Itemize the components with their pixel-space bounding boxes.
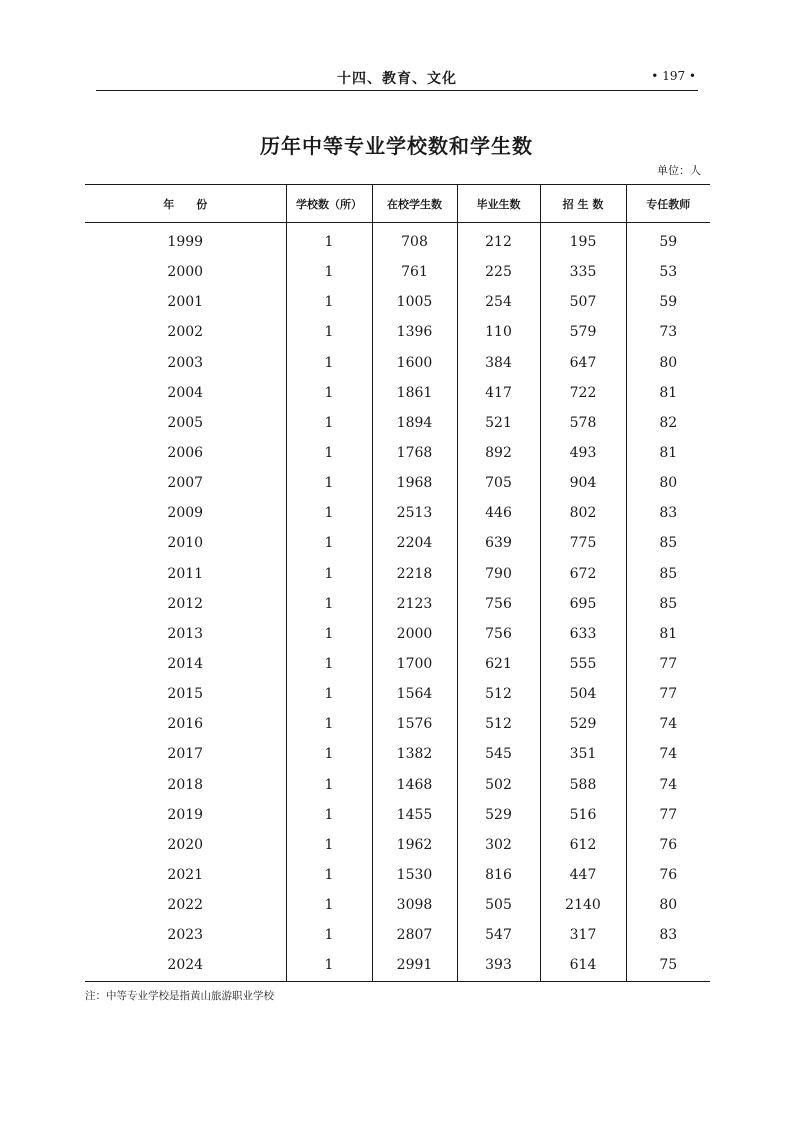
cell-schools: 1 bbox=[286, 287, 372, 317]
cell-schools: 1 bbox=[286, 468, 372, 498]
cell-year: 2006 bbox=[167, 445, 204, 462]
table-row bbox=[85, 287, 710, 317]
cell-year: 2002 bbox=[167, 324, 204, 341]
cell-schools: 1 bbox=[286, 920, 372, 950]
cell-admissions: 614 bbox=[540, 950, 626, 981]
table-row bbox=[85, 890, 710, 920]
cell-schools: 1 bbox=[286, 528, 372, 558]
cell-enrolled: 2991 bbox=[372, 950, 457, 981]
cell-teachers: 85 bbox=[626, 528, 710, 558]
table-row bbox=[85, 860, 710, 890]
table-row bbox=[85, 709, 710, 739]
cell-enrolled: 708 bbox=[372, 223, 457, 258]
cell-enrolled: 2204 bbox=[372, 528, 457, 558]
table-row bbox=[85, 559, 710, 589]
cell-year: 2012 bbox=[167, 595, 204, 612]
cell-teachers: 80 bbox=[626, 890, 710, 920]
cell-year: 2004 bbox=[167, 384, 204, 401]
cell-graduates: 110 bbox=[457, 317, 540, 347]
cell-teachers: 73 bbox=[626, 317, 710, 347]
cell-graduates: 254 bbox=[457, 287, 540, 317]
cell-graduates: 512 bbox=[457, 709, 540, 739]
column-header-graduates: 毕业生数 bbox=[457, 185, 540, 223]
section-title: 十四、教育、文化 bbox=[337, 71, 457, 87]
cell-year: 2009 bbox=[167, 505, 204, 522]
cell-enrolled: 1382 bbox=[372, 739, 457, 769]
cell-teachers: 81 bbox=[626, 619, 710, 649]
cell-enrolled: 1962 bbox=[372, 830, 457, 860]
cell-teachers: 80 bbox=[626, 348, 710, 378]
cell-teachers: 83 bbox=[626, 498, 710, 528]
cell-enrolled: 1968 bbox=[372, 468, 457, 498]
cell-enrolled: 1600 bbox=[372, 348, 457, 378]
cell-enrolled: 1530 bbox=[372, 860, 457, 890]
cell-teachers: 77 bbox=[626, 800, 710, 830]
table-row bbox=[85, 679, 710, 709]
page-header bbox=[96, 66, 698, 91]
cell-admissions: 504 bbox=[540, 679, 626, 709]
cell-schools: 1 bbox=[286, 950, 372, 981]
cell-year: 2024 bbox=[167, 957, 204, 974]
table-row bbox=[85, 223, 710, 258]
cell-graduates: 790 bbox=[457, 559, 540, 589]
column-header-teachers: 专任教师 bbox=[626, 185, 710, 223]
cell-graduates: 756 bbox=[457, 619, 540, 649]
cell-year: 2019 bbox=[167, 806, 204, 823]
cell-schools: 1 bbox=[286, 559, 372, 589]
cell-graduates: 816 bbox=[457, 860, 540, 890]
cell-admissions: 529 bbox=[540, 709, 626, 739]
cell-enrolled: 2513 bbox=[372, 498, 457, 528]
cell-graduates: 705 bbox=[457, 468, 540, 498]
cell-year: 2018 bbox=[167, 776, 204, 793]
table-row bbox=[85, 830, 710, 860]
cell-year: 1999 bbox=[167, 234, 204, 251]
cell-schools: 1 bbox=[286, 348, 372, 378]
cell-admissions: 2140 bbox=[540, 890, 626, 920]
cell-year: 2010 bbox=[167, 535, 204, 552]
cell-graduates: 547 bbox=[457, 920, 540, 950]
cell-teachers: 77 bbox=[626, 649, 710, 679]
cell-enrolled: 2123 bbox=[372, 589, 457, 619]
cell-teachers: 82 bbox=[626, 408, 710, 438]
cell-teachers: 59 bbox=[626, 223, 710, 258]
cell-admissions: 775 bbox=[540, 528, 626, 558]
cell-admissions: 351 bbox=[540, 739, 626, 769]
data-table bbox=[85, 184, 710, 982]
cell-schools: 1 bbox=[286, 438, 372, 468]
cell-teachers: 76 bbox=[626, 860, 710, 890]
cell-schools: 1 bbox=[286, 739, 372, 769]
table-row bbox=[85, 619, 710, 649]
table-body bbox=[85, 223, 710, 982]
table-row bbox=[85, 589, 710, 619]
cell-graduates: 521 bbox=[457, 408, 540, 438]
cell-schools: 1 bbox=[286, 709, 372, 739]
table-title: 历年中等专业学校数和学生数 bbox=[260, 134, 533, 158]
cell-admissions: 612 bbox=[540, 830, 626, 860]
unit-label: 单位：人 bbox=[657, 164, 701, 177]
cell-graduates: 756 bbox=[457, 589, 540, 619]
cell-enrolled: 2807 bbox=[372, 920, 457, 950]
cell-enrolled: 1564 bbox=[372, 679, 457, 709]
cell-year: 2014 bbox=[167, 656, 204, 673]
cell-enrolled: 1894 bbox=[372, 408, 457, 438]
cell-admissions: 516 bbox=[540, 800, 626, 830]
table-row bbox=[85, 649, 710, 679]
cell-teachers: 85 bbox=[626, 589, 710, 619]
cell-graduates: 212 bbox=[457, 223, 540, 258]
cell-graduates: 529 bbox=[457, 800, 540, 830]
cell-enrolled: 1468 bbox=[372, 770, 457, 800]
cell-enrolled: 3098 bbox=[372, 890, 457, 920]
table-header-row bbox=[85, 185, 710, 223]
cell-year: 2013 bbox=[167, 625, 204, 642]
cell-teachers: 83 bbox=[626, 920, 710, 950]
cell-graduates: 446 bbox=[457, 498, 540, 528]
table-row bbox=[85, 378, 710, 408]
cell-graduates: 502 bbox=[457, 770, 540, 800]
cell-schools: 1 bbox=[286, 890, 372, 920]
column-header-year: 年 份 bbox=[85, 185, 286, 223]
cell-enrolled: 1576 bbox=[372, 709, 457, 739]
cell-year: 2011 bbox=[167, 565, 204, 582]
cell-admissions: 904 bbox=[540, 468, 626, 498]
cell-schools: 1 bbox=[286, 770, 372, 800]
cell-year: 2000 bbox=[167, 264, 204, 281]
cell-enrolled: 1861 bbox=[372, 378, 457, 408]
cell-admissions: 195 bbox=[540, 223, 626, 258]
cell-schools: 1 bbox=[286, 619, 372, 649]
cell-graduates: 545 bbox=[457, 739, 540, 769]
cell-enrolled: 1005 bbox=[372, 287, 457, 317]
cell-schools: 1 bbox=[286, 223, 372, 258]
cell-graduates: 505 bbox=[457, 890, 540, 920]
cell-schools: 1 bbox=[286, 378, 372, 408]
cell-teachers: 75 bbox=[626, 950, 710, 981]
cell-teachers: 74 bbox=[626, 739, 710, 769]
cell-graduates: 302 bbox=[457, 830, 540, 860]
cell-graduates: 621 bbox=[457, 649, 540, 679]
cell-year: 2015 bbox=[167, 686, 204, 703]
table-row bbox=[85, 950, 710, 981]
cell-admissions: 802 bbox=[540, 498, 626, 528]
column-header-enrolled: 在校学生数 bbox=[372, 185, 457, 223]
cell-schools: 1 bbox=[286, 498, 372, 528]
cell-year: 2021 bbox=[167, 867, 204, 884]
cell-graduates: 417 bbox=[457, 378, 540, 408]
table-row bbox=[85, 800, 710, 830]
cell-teachers: 74 bbox=[626, 770, 710, 800]
table-row bbox=[85, 348, 710, 378]
cell-admissions: 317 bbox=[540, 920, 626, 950]
cell-teachers: 53 bbox=[626, 257, 710, 287]
cell-year: 2003 bbox=[167, 354, 204, 371]
cell-teachers: 76 bbox=[626, 830, 710, 860]
cell-admissions: 633 bbox=[540, 619, 626, 649]
cell-graduates: 892 bbox=[457, 438, 540, 468]
cell-admissions: 507 bbox=[540, 287, 626, 317]
cell-admissions: 555 bbox=[540, 649, 626, 679]
cell-graduates: 393 bbox=[457, 950, 540, 981]
table-row bbox=[85, 528, 710, 558]
cell-enrolled: 1455 bbox=[372, 800, 457, 830]
cell-admissions: 722 bbox=[540, 378, 626, 408]
table-row bbox=[85, 468, 710, 498]
cell-schools: 1 bbox=[286, 800, 372, 830]
page-number: • 197 • bbox=[651, 69, 696, 83]
table-row bbox=[85, 920, 710, 950]
cell-year: 2017 bbox=[167, 746, 204, 763]
cell-schools: 1 bbox=[286, 408, 372, 438]
cell-year: 2007 bbox=[167, 475, 204, 492]
table-row bbox=[85, 739, 710, 769]
column-header-admissions: 招 生 数 bbox=[540, 185, 626, 223]
cell-year: 2022 bbox=[167, 897, 204, 914]
cell-teachers: 77 bbox=[626, 679, 710, 709]
cell-admissions: 672 bbox=[540, 559, 626, 589]
cell-admissions: 647 bbox=[540, 348, 626, 378]
table-row bbox=[85, 498, 710, 528]
cell-enrolled: 1396 bbox=[372, 317, 457, 347]
column-header-schools: 学校数（所） bbox=[286, 185, 372, 223]
cell-teachers: 59 bbox=[626, 287, 710, 317]
cell-admissions: 335 bbox=[540, 257, 626, 287]
cell-teachers: 81 bbox=[626, 438, 710, 468]
cell-year: 2005 bbox=[167, 414, 204, 431]
cell-year: 2016 bbox=[167, 716, 204, 733]
cell-teachers: 80 bbox=[626, 468, 710, 498]
cell-admissions: 447 bbox=[540, 860, 626, 890]
cell-teachers: 85 bbox=[626, 559, 710, 589]
cell-enrolled: 1768 bbox=[372, 438, 457, 468]
cell-teachers: 74 bbox=[626, 709, 710, 739]
cell-enrolled: 761 bbox=[372, 257, 457, 287]
cell-schools: 1 bbox=[286, 257, 372, 287]
footnote: 注：中等专业学校是指黄山旅游职业学校 bbox=[85, 990, 274, 1002]
cell-enrolled: 2000 bbox=[372, 619, 457, 649]
cell-year: 2001 bbox=[167, 294, 204, 311]
cell-graduates: 384 bbox=[457, 348, 540, 378]
table-row bbox=[85, 438, 710, 468]
cell-schools: 1 bbox=[286, 649, 372, 679]
cell-admissions: 695 bbox=[540, 589, 626, 619]
cell-graduates: 225 bbox=[457, 257, 540, 287]
cell-graduates: 639 bbox=[457, 528, 540, 558]
cell-enrolled: 2218 bbox=[372, 559, 457, 589]
cell-admissions: 578 bbox=[540, 408, 626, 438]
cell-schools: 1 bbox=[286, 589, 372, 619]
cell-teachers: 81 bbox=[626, 378, 710, 408]
cell-schools: 1 bbox=[286, 830, 372, 860]
cell-admissions: 579 bbox=[540, 317, 626, 347]
cell-schools: 1 bbox=[286, 860, 372, 890]
cell-enrolled: 1700 bbox=[372, 649, 457, 679]
table-row bbox=[85, 317, 710, 347]
cell-year: 2020 bbox=[167, 836, 204, 853]
cell-admissions: 493 bbox=[540, 438, 626, 468]
cell-schools: 1 bbox=[286, 317, 372, 347]
cell-admissions: 588 bbox=[540, 770, 626, 800]
cell-graduates: 512 bbox=[457, 679, 540, 709]
table-row bbox=[85, 408, 710, 438]
table-row bbox=[85, 257, 710, 287]
cell-schools: 1 bbox=[286, 679, 372, 709]
table-row bbox=[85, 770, 710, 800]
cell-year: 2023 bbox=[167, 927, 204, 944]
